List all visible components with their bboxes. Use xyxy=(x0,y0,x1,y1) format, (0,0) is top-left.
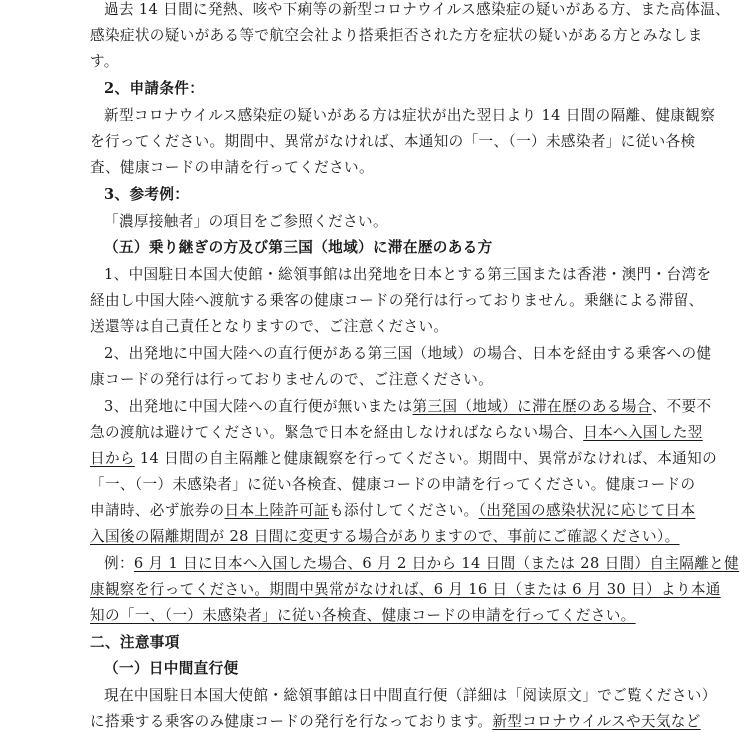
underlined-text: 新型コロナウイルスや天気など xyxy=(492,713,701,730)
section-heading: （一）日中間直行便 xyxy=(104,660,239,677)
text-run: 申請時、必ず旅券の xyxy=(90,502,225,519)
paragraph-line: 送還等は自己責任となりますので、ご注意ください。 xyxy=(90,318,449,335)
paragraph-line: を行ってください。期間中、異常がなければ、本通知の「一、（一）未感染者」に従い各検 xyxy=(90,133,696,150)
paragraph-line: 現在中国駐日本国大使館・総領事館は日中間直行便（詳細は「阅读原文」でご覧ください） xyxy=(104,687,717,704)
paragraph-line xyxy=(90,580,721,600)
text-run: 急の渡航は避けてください。緊急で日本を経由しなければならない場合、 xyxy=(90,424,584,441)
text-run: 、不要不 xyxy=(651,398,712,415)
paragraph-line: 「一、（一）未感染者」に従い各検査、健康コードの申請を行ってください。健康コードの xyxy=(90,476,696,493)
text-run: 14 日間の自主隔離と健康観察を行ってください。期間中、異常がなければ、本通知の xyxy=(134,450,718,467)
paragraph-line: 経由し中国大陸へ渡航する乗客の健康コードの発行は行っておりません。乗継による滞留、 xyxy=(90,292,704,309)
section-heading: 3、参考例： xyxy=(104,186,190,203)
paragraph-line xyxy=(104,397,711,417)
paragraph-line xyxy=(90,501,695,521)
underlined-text: 入国後の隔離期間が 28 日間に変更する場合がありますので、事前にご確認ください）。 xyxy=(90,528,680,545)
paragraph-line xyxy=(90,527,680,547)
text-run: 例： xyxy=(104,555,134,572)
text-run: も添付してください。 xyxy=(329,502,479,519)
section-heading: 二、注意事項 xyxy=(90,634,180,651)
paragraph-line: 新型コロナウイルス感染症の疑いがある方は症状が出た翌日より 14 日間の隔離、健康観察 xyxy=(104,107,716,124)
paragraph-line xyxy=(104,554,739,574)
text-run: 3、出発地に中国大陸への直行便が無いまたは xyxy=(104,398,413,415)
paragraph-line: す。 xyxy=(90,53,119,70)
section-heading: （五）乗り継ぎの方及び第三国（地域）に滞在歴のある方 xyxy=(104,239,493,256)
paragraph-line: 康コードの発行は行っておりませんので、ご注意ください。 xyxy=(90,371,494,388)
underlined-text: 第三国（地域）に滞在歴のある場合 xyxy=(412,398,652,415)
paragraph-line xyxy=(90,606,636,626)
underlined-text: 6 月 1 日に日本へ入国した場合、6 月 2 日から 14 日間（または 28 日間）自主隔離と健 xyxy=(133,555,740,572)
paragraph-line xyxy=(90,449,717,469)
underlined-text: 日から xyxy=(90,450,135,467)
paragraph-line: 感染症状の疑いがある等で航空会社より搭乗拒否された方を症状の疑いがある方とみなしま xyxy=(90,27,703,44)
paragraph-line xyxy=(90,712,701,732)
underlined-text: （出発国の感染状況に応じて日本 xyxy=(478,502,696,519)
paragraph-line xyxy=(90,423,703,443)
paragraph-line: 1、中国駐日本国大使館・総領事館は出発地を日本とする第三国または香港・澳門・台湾を xyxy=(104,266,712,283)
underlined-text: 康観察を行ってください。期間中異常がなければ、6 月 16 日（または 6 月 30 日）より本通 xyxy=(90,581,721,598)
paragraph-line: 過去 14 日間に発熱、咳や下痢等の新型コロナウイルス感染症の疑いがある方、また高体温、 xyxy=(104,1,731,18)
paragraph-line: 査、健康コードの申請を行ってください。 xyxy=(90,159,374,176)
section-heading: 2、申請条件： xyxy=(104,80,205,97)
underlined-text: 知の「一、（一）未感染者」に従い各検査、健康コードの申請を行ってください。 xyxy=(90,607,636,624)
underlined-text: 日本上陸許可証 xyxy=(224,502,330,519)
paragraph-line: 「濃厚接触者」の項目をご参照ください。 xyxy=(104,213,388,230)
text-run: に搭乗する乗客のみ健康コードの発行を行なっております。 xyxy=(90,713,493,730)
underlined-text: 日本へ入国した翌 xyxy=(583,424,703,441)
paragraph-line: 2、出発地に中国大陸への直行便がある第三国（地域）の場合、日本を経由する乗客への健 xyxy=(104,345,712,362)
